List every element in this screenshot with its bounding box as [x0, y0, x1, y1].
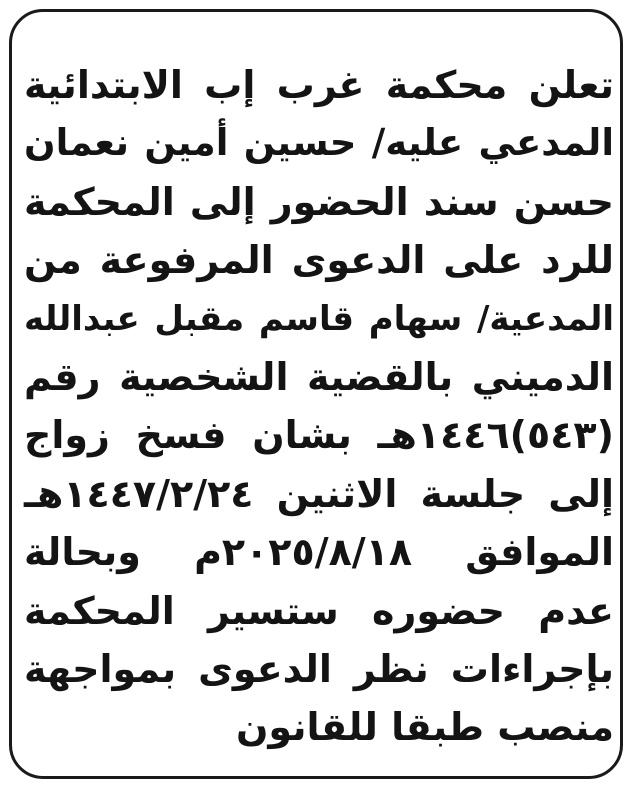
notice-line-10: عدم حضوره ستسير المحكمة	[24, 588, 614, 633]
notice-line-2: المدعي عليه/ حسين أمين نعمان	[24, 121, 614, 165]
notice-line-12: منصب طبقا للقانون	[235, 705, 614, 750]
notice-line-6: الدميني بالقضية الشخصية رقم	[24, 354, 614, 399]
notice-line-7: (٥٤٣)١٤٤٦هـ بشان فسخ زواج	[24, 413, 614, 458]
court-notice-text	[24, 56, 614, 757]
notice-line-4: للرد على الدعوى المرفوعة من	[24, 238, 614, 283]
notice-line-3: حسن سند الحضور إلى المحكمة	[24, 179, 614, 224]
notice-line-9: الموافق ٢٠٢٥/٨/١٨م وبحالة	[24, 530, 615, 575]
notice-line-11: بإجراءات نظر الدعوى بمواجهة	[24, 646, 614, 691]
notice-line-1: تعلن محكمة غرب إب الابتدائية	[24, 63, 614, 107]
notice-line-8: إلى جلسة الاثنين ١٤٤٧/٢/٢٤هـ	[24, 471, 614, 516]
notice-line-5: المدعية/ سهام قاسم مقبل عبدالله	[24, 298, 614, 339]
